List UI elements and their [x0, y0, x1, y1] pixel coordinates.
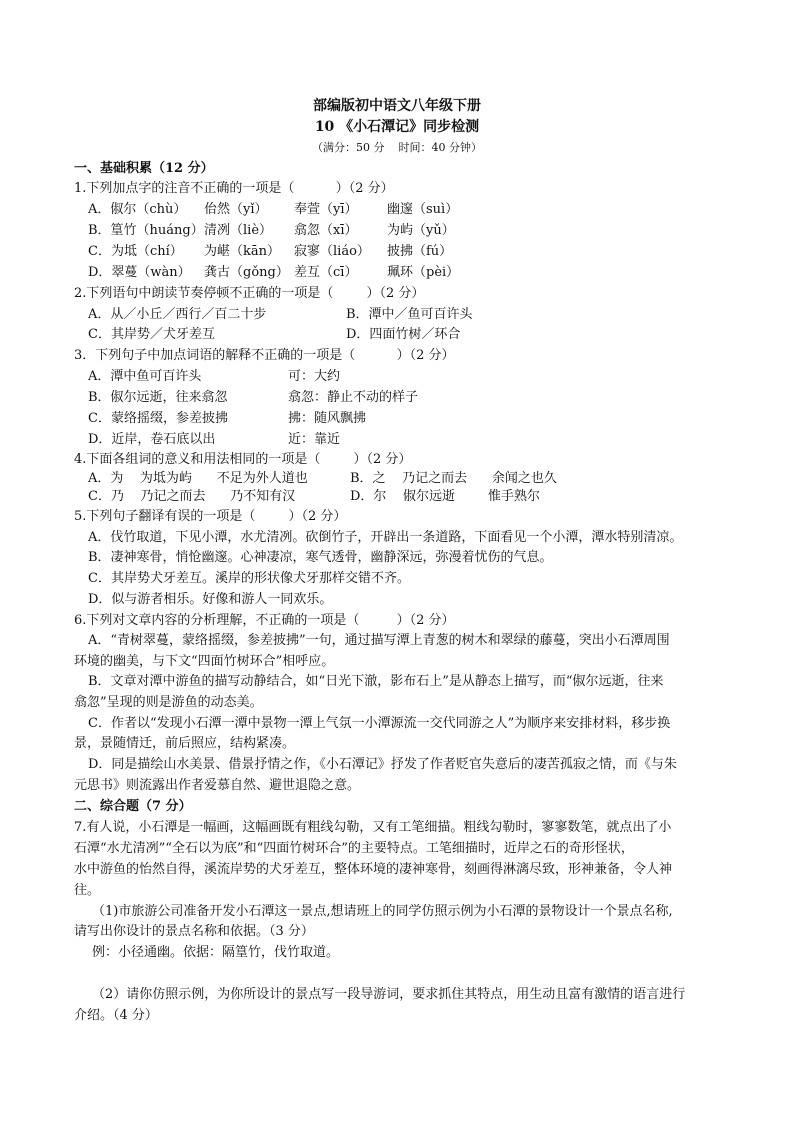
q1-option-d1: D．翠蔓（wàn） [88, 265, 191, 280]
q5-option-d: D．似与游者相乐。好像和游人一同欢乐。 [88, 592, 333, 607]
q2-option-c: C．其岸势／犬牙差互 [88, 327, 215, 342]
q6-option-b-line1: B．文章对潭中游鱼的描写动静结合，如“日光下澈，影布石上”是从静态上描写，而“俶尔远逝，往来 [88, 674, 664, 689]
q1-option-a3: 奉萱（yī） [294, 202, 358, 217]
q4-option-d: D．尔 俶尔远逝 惟手熟尔 [350, 489, 541, 504]
q1-option-c4: 披拂（fú） [387, 244, 453, 259]
q7-line-2: 石潭“水尤清冽”“全石以为底”和“四面竹树环合”的主要特点。工笔细描时，近岸之石的奇形怪状， [74, 841, 634, 856]
q7-example: 例：小径通幽。依据：隔篁竹，伐竹取道。 [92, 945, 340, 960]
q3-option-d: D．近岸，卷石底以出 [88, 432, 216, 447]
q4-stem: 4.下面各组词的意义和用法相同的一项是（ ）（2 分） [74, 452, 412, 467]
q3-option-b: B．俶尔远逝，往来翕忽 [88, 390, 228, 405]
q6-option-d-line1: D．同是描绘山水美景、借景抒情之作，《小石潭记》抒发了作者贬官失意后的凄苦孤寂之情，而《与朱 [88, 757, 677, 772]
q2-option-a: A．从／小丘／西行／百二十步 [88, 307, 267, 322]
q1-stem: 1.下列加点字的注音不正确的一项是（ ）（2 分） [74, 181, 394, 196]
q2-option-b: B．潭中／鱼可百许头 [346, 307, 473, 322]
q5-option-c: C．其岸势犬牙差互。溪岸的形状像犬牙那样交错不齐。 [88, 571, 410, 586]
q3-stem: 3．下列句子中加点词语的解释不正确的一项是（ ）（2 分） [74, 348, 455, 363]
q6-option-c-line2: 景，景随情迁，前后照应，结构紧凑。 [74, 736, 296, 751]
q1-option-b1: B．篁竹（huáng） [88, 223, 204, 238]
q1-option-d2: 龚古（gǒng） [204, 265, 289, 280]
section2-heading: 二、综合题（7 分） [74, 799, 192, 814]
q5-stem: 5.下列句子翻译有误的一项是（ ）（2 分） [74, 509, 347, 524]
q7-part1-line-1: （1)市旅游公司准备开发小石潭这一景点,想请班上的同学仿照示例为小石潭的景物设计一个景点名称, [92, 904, 673, 919]
q1-option-a1: A．俶尔（chù） [88, 202, 187, 217]
q1-option-a2: 佁然（yǐ） [204, 202, 268, 217]
q7-line-4: 往。 [74, 883, 101, 898]
q4-option-c: C．乃 乃记之而去 乃不知有汉 [88, 489, 296, 504]
section1-heading: 一、基础积累（12 分） [74, 161, 214, 176]
q7-part2-line-2: 介绍。（4 分） [74, 1008, 158, 1023]
q4-option-b: B．之 乃记之而去 余闻之也久 [350, 471, 557, 486]
q1-option-d3: 差互（cī） [294, 265, 358, 280]
q1-option-c1: C．为坻（chí） [88, 244, 183, 259]
q3-option-a-explain: 可：大约 [288, 369, 341, 384]
q3-option-b-explain: 翕忽：静止不动的样子 [288, 390, 419, 405]
q2-option-d: D．四面竹树／环合 [346, 327, 461, 342]
q3-option-a: A．潭中鱼可百许头 [88, 369, 202, 384]
q7-part1-line-2: 请写出你设计的景点名称和依据。（3 分） [74, 924, 314, 939]
q6-option-a-line1: A．“青树翠蔓，蒙络摇缀，参差披拂”一句，通过描写潭上青葱的树木和翠绿的藤蔓，突出小石潭周围 [88, 633, 670, 648]
q6-option-a-line2: 环境的幽美，与下文“四面竹树环合”相呼应。 [74, 654, 335, 669]
q6-stem: 6.下列对文章内容的分析理解，不正确的一项是（ ）（2 分） [74, 613, 455, 628]
q7-line-1: 7.有人说，小石潭是一幅画，这幅画既有粗线勾勒，又有工笔细描。粗线勾勒时，寥寥数笔，就点出了小 [74, 820, 672, 835]
q1-option-c3: 寂寥（liáo） [294, 244, 370, 259]
q5-option-a: A．伐竹取道，下见小潭，水尤清冽。砍倒竹子，开辟出一条道路，下面看见一个小潭，潭水特别清凉。 [88, 530, 683, 545]
q3-option-d-explain: 近：靠近 [288, 432, 341, 447]
q1-option-b3: 翕忽（xī） [294, 223, 358, 238]
q3-option-c-explain: 拂：随风飘拂 [288, 411, 367, 426]
q1-option-c2: 为嵁（kān） [204, 244, 281, 259]
q1-option-b4: 为屿（yǔ） [387, 223, 455, 238]
q6-option-d-line2: 元思书》则流露出作者爱慕自然、避世退隐之意。 [74, 778, 361, 793]
q2-stem: 2.下列语句中朗读节奏停顿不正确的一项是（ ）（2 分） [74, 286, 425, 301]
q1-option-a4: 幽邃（suì） [387, 202, 459, 217]
q1-option-d4: 珮环（pèi） [387, 265, 460, 280]
q7-part2-line-1: （2）请你仿照示例，为你所设计的景点写一段导游词，要求抓住其特点，用生动且富有激情的语言进行 [92, 987, 686, 1002]
document-subtitle: 10 《小石潭记》同步检测 [314, 119, 480, 135]
q7-line-3: 水中游鱼的怡然自得，溪流岸势的犬牙差互，整体环境的凄神寒骨，刻画得淋漓尽致，形神兼备，令人神 [74, 862, 673, 877]
exam-meta: （满分：50 分 时间：40 分钟） [312, 141, 482, 154]
document-title: 部编版初中语文八年级下册 [313, 98, 481, 114]
q3-option-c: C．蒙络摇缀，参差披拂 [88, 411, 228, 426]
q6-option-b-line2: 翕忽”呈现的则是游鱼的动态美。 [74, 695, 263, 710]
q5-option-b: B．凄神寒骨，悄怆幽邃。心神凄凉，寒气透骨，幽静深远，弥漫着忧伤的气息。 [88, 550, 553, 565]
q6-option-c-line1: C．作者以“发现小石潭一潭中景物一潭上气氛一小潭源流一交代同游之人”为顺序来安排材料，移步换 [88, 716, 671, 731]
q1-option-b2: 清冽（liè） [204, 223, 273, 238]
q4-option-a: A．为 为坻为屿 不足为外人道也 [88, 471, 308, 486]
